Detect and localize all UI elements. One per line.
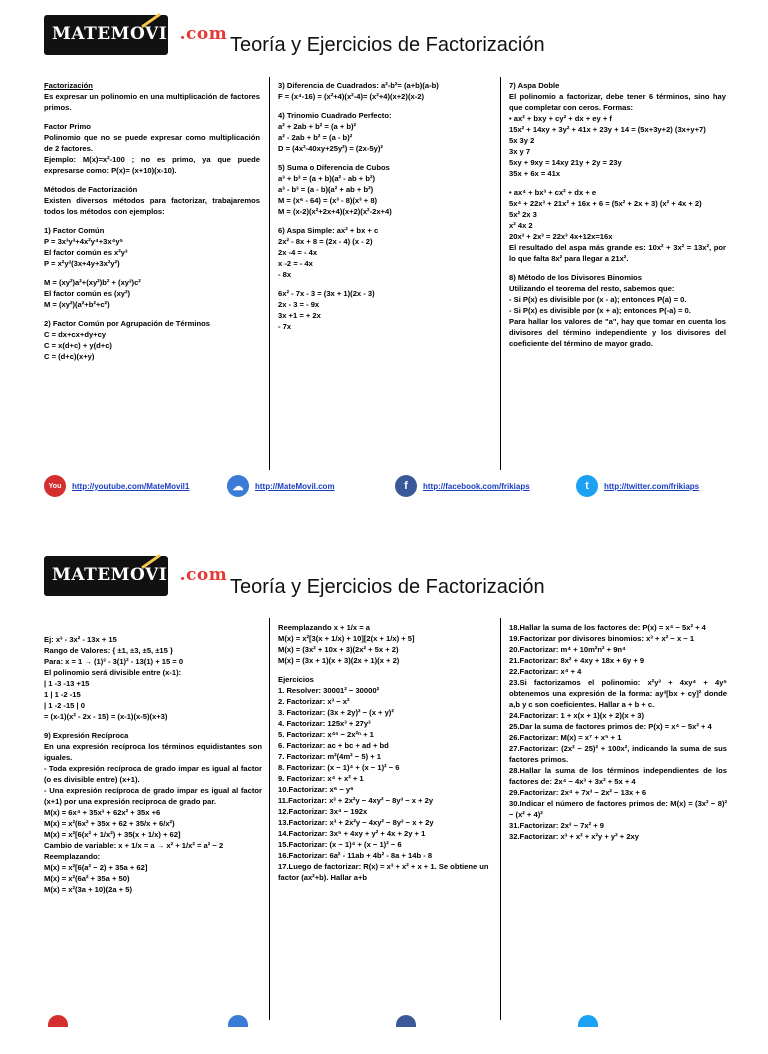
text-line: 7) Aspa Doble bbox=[509, 81, 560, 90]
facebook-icon: f bbox=[395, 475, 417, 497]
spacer bbox=[44, 113, 260, 121]
text-line: Para: x = 1 → (1)³ - 3(1)² - 13(1) + 15 = 0 bbox=[44, 657, 184, 666]
text-line: x -2 = - 4x bbox=[278, 259, 313, 268]
matemovil-logo: MATEMOVIL.com bbox=[44, 15, 168, 55]
facebook-icon bbox=[396, 1015, 416, 1027]
text-line: En una expresión recíproca los términos equidistantes son iguales. bbox=[44, 742, 262, 762]
column-divider bbox=[269, 618, 270, 1020]
text-line: | 1 -2 -15 | 0 bbox=[44, 701, 85, 710]
text-line: 35x + 6x = 41x bbox=[509, 169, 561, 178]
spacer bbox=[44, 310, 260, 318]
text-line: Polinomio que no se puede expresar como multiplicación de 2 factores. bbox=[44, 133, 260, 153]
text-line: 30.Indicar el número de factores primos de: M(x) = (3x² − 8)² − (x² + 4)² bbox=[509, 799, 727, 819]
text-line: 32.Factorizar: x³ + x² + x²y + y² + 2xy bbox=[509, 832, 640, 841]
social-footer bbox=[0, 474, 768, 498]
text-line: 18.Hallar la suma de los factores de: P(x) = x⁴ − 5x² + 4 bbox=[509, 623, 706, 632]
text-line: - Toda expresión recíproca de grado impar es igual al factor (o es divisible entre) (x+1). bbox=[44, 764, 262, 784]
text-line: 13.Factorizar: x³ + 2x²y − 4xy² − 8y³ − x + 2y bbox=[278, 818, 434, 827]
column-2 bbox=[278, 622, 496, 883]
text-line: 21.Factorizar: 8x² + 4xy + 18x + 6y + 9 bbox=[509, 656, 645, 665]
text-line: Rango de Valores: { ±1, ±3, ±5, ±15 } bbox=[44, 646, 173, 655]
page-2 bbox=[0, 542, 768, 1054]
text-line: a³ - b³ = (a - b)(a² + ab + b²) bbox=[278, 185, 374, 194]
text-line: 9. Factorizar: x⁴ + x² + 1 bbox=[278, 774, 364, 783]
text-line: 11.Factorizar: x³ + 2x²y − 4xy² − 8y³ − x + 2y bbox=[278, 796, 434, 805]
text-line: 5. Factorizar: x⁴ⁿ − 2x²ⁿ + 1 bbox=[278, 730, 374, 739]
text-line: 2x² - 8x + 8 = (2x - 4) (x - 2) bbox=[278, 237, 373, 246]
text-line: 15x² + 14xy + 3y² + 41x + 23y + 14 = (5x+3y+2) (3x+y+7) bbox=[509, 125, 706, 134]
twitter-link[interactable]: http://twitter.com/frikiaps bbox=[604, 481, 700, 491]
spacer bbox=[44, 217, 260, 225]
text-line: 6) Aspa Simple: ax² + bx + c bbox=[278, 226, 379, 235]
column-1 bbox=[44, 80, 260, 362]
text-line: P = 3x³y³+4x²y⁴+3x⁴y⁵ bbox=[44, 237, 124, 246]
text-line: 2. Factorizar: x³ − x² bbox=[278, 697, 350, 706]
text-line: a² - 2ab + b² = (a - b)² bbox=[278, 133, 353, 142]
text-line: 9) Expresión Recíproca bbox=[44, 731, 129, 740]
text-line: 23.Si factorizamos el polinomio: x²y³ + 4xy⁴ + 4y⁵ obtenemos una expresión de la forma: ay³[bx + cy]² donde a,b y c son coeficientes. Hallar a + b + c. bbox=[509, 678, 727, 709]
text-line: 26.Factorizar: M(x) = x⁷ + x⁵ + 1 bbox=[509, 733, 622, 742]
text-line: 5xy + 9xy = 14xy 21y + 2y = 23y bbox=[509, 158, 622, 167]
text-line: 3x y 7 bbox=[509, 147, 531, 156]
youtube-icon: You bbox=[44, 475, 66, 497]
text-line: M(x) = x²[6(a² − 2) + 35a + 62] bbox=[44, 863, 148, 872]
text-line: = (x-1)(x² - 2x - 15) = (x-1)(x-5)(x+3) bbox=[44, 712, 168, 721]
text-line: 10.Factorizar: x⁶ − y⁶ bbox=[278, 785, 354, 794]
text-line: Ejemplo: M(x)=x²-100 ; no es primo, ya que puede expresarse como: P(x)= (x+10)(x-10). bbox=[44, 155, 260, 175]
text-line: 5x⁴ + 22x³ + 21x² + 16x + 6 = (5x² + 2x + 3) (x² + 4x + 2) bbox=[509, 199, 702, 208]
footer-twitter[interactable] bbox=[576, 474, 699, 498]
text-line: 6. Factorizar: ac + bc + ad + bd bbox=[278, 741, 389, 750]
text-line: M(x) = 6x⁴ + 35x³ + 62x² + 35x +6 bbox=[44, 808, 161, 817]
text-line: 28.Hallar la suma de los términos independientes de los factores de: 2x⁴ − 4x³ + 3x² + 5x + 4 bbox=[509, 766, 727, 786]
text-line: 20.Factorizar: m⁴ + 10m²n² + 9n⁴ bbox=[509, 645, 626, 654]
spacer bbox=[278, 666, 496, 674]
text-line: 16.Factorizar: 6a² - 11ab + 4b² - 8a + 14b - 8 bbox=[278, 851, 433, 860]
social-footer-partial bbox=[0, 1015, 768, 1024]
text-line: M(x) = x²(6a² + 35a + 50) bbox=[44, 874, 130, 883]
spacer bbox=[278, 102, 496, 110]
text-line: 19.Factorizar por divisores binomios: x³ + x² − x − 1 bbox=[509, 634, 695, 643]
footer-website[interactable] bbox=[227, 474, 335, 498]
text-line: 3. Factorizar: (3x + 2y)² − (x + y)² bbox=[278, 708, 394, 717]
text-line: 14.Factorizar: 3x⁵ + 4xy + y² + 4x + 2y + 1 bbox=[278, 829, 426, 838]
cloud-icon bbox=[228, 1015, 248, 1027]
text-line: Reemplazando x + 1/x = a bbox=[278, 623, 371, 632]
text-line: 7. Factorizar: m²(4m² − 5) + 1 bbox=[278, 752, 381, 761]
text-line: Ejercicios bbox=[278, 675, 314, 684]
text-line: Cambio de variable: x + 1/x = a → x² + 1/x² = a² − 2 bbox=[44, 841, 224, 850]
text-line: 20x³ + 2x³ = 22x³ 4x+12x=16x bbox=[509, 232, 613, 241]
text-line: - Si P(x) es divisible por (x + a); entonces P(-a) = 0. bbox=[509, 306, 691, 315]
text-line: El factor común es x²y³ bbox=[44, 248, 128, 257]
text-line: C = x(d+c) + y(d+c) bbox=[44, 341, 112, 350]
text-line: Para hallar los valores de "a", hay que tomar en cuenta los divisores del término independiente y los divisores del coeficiente del término de mayor grado. bbox=[509, 317, 726, 348]
column-divider bbox=[500, 77, 501, 470]
text-line: 1 | 1 -2 -15 bbox=[44, 690, 81, 699]
text-line: M(x) = x²(3a + 10)(2a + 5) bbox=[44, 885, 132, 894]
text-line: Existen diversos métodos para factorizar, trabajaremos todos los métodos con ejemplos: bbox=[44, 196, 260, 216]
text-line: M(x) = (3x² + 10x + 3)(2x² + 5x + 2) bbox=[278, 645, 399, 654]
text-line: El polinomio a factorizar, debe tener 6 términos, sino hay que completar con ceros. Formas: bbox=[509, 92, 726, 112]
text-line: Es expresar un polinomio en una multiplicación de factores primos. bbox=[44, 92, 260, 112]
text-line: El resultado del aspa más grande es: 10x² + 3x² = 13x², por lo que falta 8x² para llegar a 21x². bbox=[509, 243, 726, 263]
text-line: Factor Primo bbox=[44, 122, 91, 131]
text-line: M = (xy²)(a²+b²+c²) bbox=[44, 300, 110, 309]
youtube-icon bbox=[48, 1015, 68, 1027]
page-1 bbox=[0, 0, 768, 512]
twitter-icon bbox=[578, 1015, 598, 1027]
text-line: M(x) = x²(6x² + 35x + 62 + 35/x + 6/x²) bbox=[44, 819, 175, 828]
text-line: 2x - 3 = - 9x bbox=[278, 300, 320, 309]
text-line: 17.Luego de factorizar: R(x) = x³ + x² + x + 1. Se obtiene un factor (ax²+b). Hallar a+b bbox=[278, 862, 489, 882]
text-line: M(x) = x²[3(x + 1/x) + 10][2(x + 1/x) + 5] bbox=[278, 634, 415, 643]
page-title: Teoría y Ejercicios de Factorización bbox=[230, 34, 545, 56]
text-line: P = x²y³(3x+4y+3x²y²) bbox=[44, 259, 120, 268]
page-title: Teoría y Ejercicios de Factorización bbox=[230, 576, 545, 598]
text-line: Ej: x³ - 3x² - 13x + 15 bbox=[44, 635, 117, 644]
text-line: 15.Factorizar: (x − 1)⁴ + (x − 1)² − 6 bbox=[278, 840, 402, 849]
text-line: F = (x⁴-16) = (x²+4)(x²-4)= (x²+4)(x+2)(x-2) bbox=[278, 92, 424, 101]
spacer bbox=[509, 179, 726, 187]
column-divider bbox=[269, 77, 270, 470]
column-divider bbox=[500, 618, 501, 1020]
text-line: 31.Factorizar: 2x³ − 7x² + 9 bbox=[509, 821, 604, 830]
text-line: 5) Suma o Diferencia de Cubos bbox=[278, 163, 390, 172]
text-line: | 1 -3 -13 +15 bbox=[44, 679, 90, 688]
spacer bbox=[278, 217, 496, 225]
text-line: Utilizando el teorema del resto, sabemos que: bbox=[509, 284, 675, 293]
text-line: 8) Método de los Divisores Binomios bbox=[509, 273, 642, 282]
text-line: 4. Factorizar: 125x³ + 27y³ bbox=[278, 719, 371, 728]
text-line: M(x) = x²[6(x² + 1/x²) + 35(x + 1/x) + 62] bbox=[44, 830, 181, 839]
spacer bbox=[278, 280, 496, 288]
facebook-link[interactable]: http://facebook.com/frikiaps bbox=[423, 481, 530, 491]
cloud-icon: ☁ bbox=[227, 475, 249, 497]
youtube-link[interactable]: http://youtube.com/MateMovil1 bbox=[72, 481, 190, 491]
text-line: Reemplazando: bbox=[44, 852, 101, 861]
text-line: M = (x⁶ - 64) = (x³ - 8)(x³ + 8) bbox=[278, 196, 378, 205]
spacer bbox=[44, 176, 260, 184]
text-line: • ax² + bxy + cy² + dx + ey + f bbox=[509, 114, 612, 123]
twitter-icon: t bbox=[576, 475, 598, 497]
website-link[interactable]: http://MateMovil.com bbox=[255, 481, 335, 491]
text-line: C = dx+cx+dy+cy bbox=[44, 330, 107, 339]
text-line: 6x² - 7x - 3 = (3x + 1)(2x - 3) bbox=[278, 289, 375, 298]
footer-youtube[interactable] bbox=[44, 474, 189, 498]
column-1 bbox=[44, 634, 262, 895]
spacer bbox=[44, 722, 262, 730]
text-line: 12.Factorizar: 3x⁴ − 192x bbox=[278, 807, 368, 816]
text-line: a³ + b³ = (a + b)(a² - ab + b²) bbox=[278, 174, 376, 183]
footer-facebook[interactable] bbox=[395, 474, 530, 498]
text-line: - Si P(x) es divisible por (x - a); entonces P(a) = 0. bbox=[509, 295, 687, 304]
text-line: - 8x bbox=[278, 270, 292, 279]
text-line: 1. Resolver: 30001² − 30000² bbox=[278, 686, 380, 695]
text-line: 1) Factor Común bbox=[44, 226, 105, 235]
text-line: Métodos de Factorización bbox=[44, 185, 138, 194]
text-line: 27.Factorizar: (2x² − 25)² + 100x², indicando la suma de sus factores primos. bbox=[509, 744, 727, 764]
text-line: 5x 3y 2 bbox=[509, 136, 535, 145]
text-line: 22.Factorizar: x⁴ + 4 bbox=[509, 667, 582, 676]
text-line: 3) Diferencia de Cuadrados: a²-b²= (a+b)(a-b) bbox=[278, 81, 439, 90]
text-line: a² + 2ab + b² = (a + b)² bbox=[278, 122, 357, 131]
spacer bbox=[509, 264, 726, 272]
text-line: • ax⁴ + bx³ + cx² + dx + e bbox=[509, 188, 597, 197]
text-line: 2x -4 = - 4x bbox=[278, 248, 318, 257]
text-line: 4) Trinomio Cuadrado Perfecto: bbox=[278, 111, 392, 120]
text-line: 2) Factor Común por Agrupación de Términos bbox=[44, 319, 210, 328]
spacer bbox=[44, 269, 260, 277]
column-2 bbox=[278, 80, 496, 332]
text-line: M(x) = (3x + 1)(x + 3)(2x + 1)(x + 2) bbox=[278, 656, 400, 665]
text-line: El polinomio será divisible entre (x-1): bbox=[44, 668, 182, 677]
text-line: D = (4x²-40xy+25y²) = (2x-5y)² bbox=[278, 144, 383, 153]
text-line: M = (x-2)(x²+2x+4)(x+2)(x²-2x+4) bbox=[278, 207, 392, 216]
text-line: - 7x bbox=[278, 322, 292, 331]
column-3 bbox=[509, 622, 727, 842]
matemovil-logo: MATEMOVIL.com bbox=[44, 556, 168, 596]
text-line: 5x² 2x 3 bbox=[509, 210, 537, 219]
text-line: 29.Factorizar: 2x⁴ + 7x³ − 2x² − 13x + 6 bbox=[509, 788, 647, 797]
text-line: El factor común es (xy²) bbox=[44, 289, 131, 298]
text-line: C = (d+c)(x+y) bbox=[44, 352, 95, 361]
column-3 bbox=[509, 80, 726, 349]
text-line: x² 4x 2 bbox=[509, 221, 533, 230]
text-line: 25.Dar la suma de factores primos de: P(x) = x⁴ − 5x² + 4 bbox=[509, 722, 712, 731]
text-line: Factorización bbox=[44, 81, 93, 90]
text-line: 3x +1 = + 2x bbox=[278, 311, 321, 320]
text-line: M = (xy²)a²+(xy²)b² + (xy³)c² bbox=[44, 278, 141, 287]
text-line: 24.Factorizar: 1 + x(x + 1)(x + 2)(x + 3) bbox=[509, 711, 645, 720]
spacer bbox=[278, 154, 496, 162]
text-line: - Una expresión recíproca de grado impar es igual al factor (x+1) por una expresión recíproca de grado par. bbox=[44, 786, 262, 806]
text-line: 8. Factorizar: (x − 1)⁴ + (x − 1)² − 6 bbox=[278, 763, 400, 772]
